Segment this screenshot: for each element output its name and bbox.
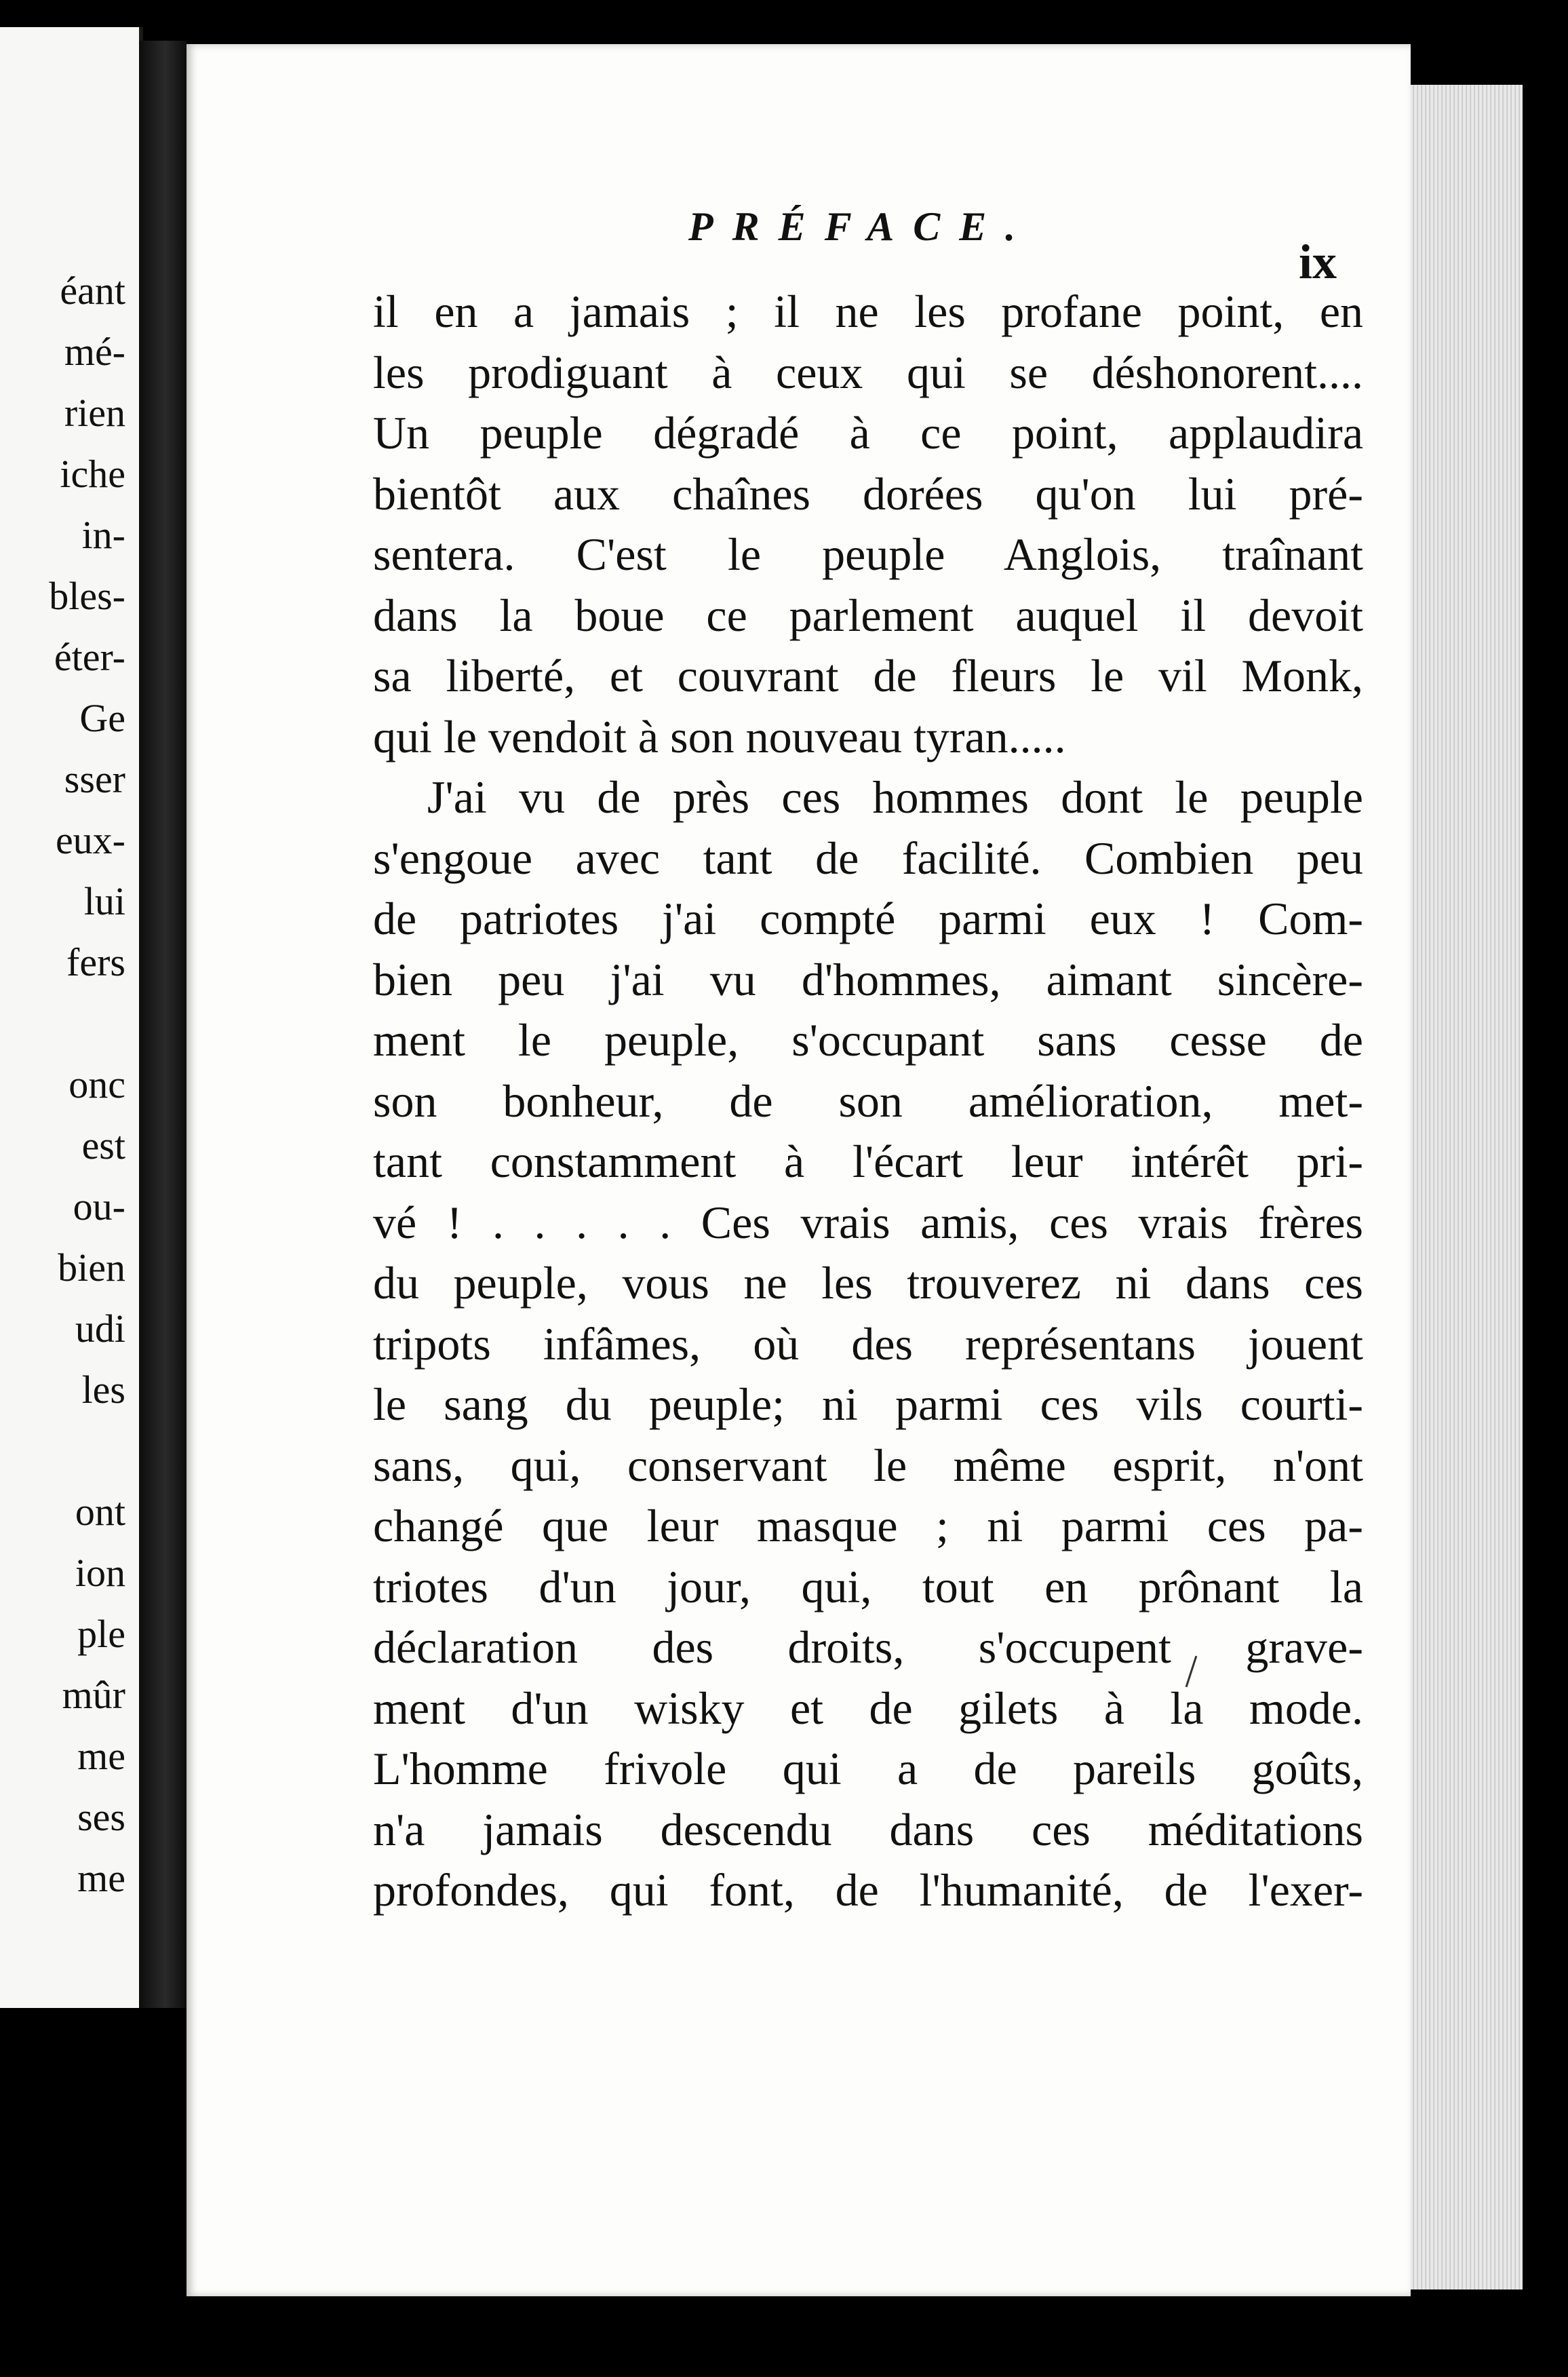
page-edge-stack [1411, 85, 1523, 2289]
text-line: profondes, qui font, de l'humanité, de l'exer- [373, 1864, 1363, 1916]
text-line: changé que leur masque ; ni parmi ces pa- [373, 1500, 1363, 1551]
page-number: ix [1299, 235, 1337, 289]
left-page-fragment: ou- [73, 1184, 125, 1229]
left-page-fragment: in- [81, 513, 125, 557]
left-page-fragment: Ge [79, 696, 125, 740]
left-page-fragment: sser [64, 757, 125, 801]
left-page-fragment: éant [60, 269, 125, 313]
left-page-fragment: udi [75, 1307, 125, 1351]
text-line: bien peu j'ai vu d'hommes, aimant sincère- [373, 953, 1363, 1005]
left-page-fragment: bles- [49, 574, 125, 618]
left-page-fragment: ion [75, 1551, 125, 1595]
text-line: il en a jamais ; il ne les profane point, en [373, 286, 1363, 337]
left-page-fragment: me [77, 1856, 125, 1900]
text-line: sans, qui, conservant le même esprit, n'ont [373, 1439, 1363, 1491]
text-line: triotes d'un jour, qui, tout en prônant la [373, 1560, 1363, 1612]
text-line: dans la boue ce parlement auquel il devoit [373, 589, 1363, 641]
text-line: qui le vendoit à son nouveau tyran..... [373, 710, 1066, 762]
left-page-fragment: éter- [54, 635, 125, 679]
text-line: n'a jamais descendu dans ces méditations [373, 1803, 1363, 1855]
left-page-fragment: lui [83, 879, 125, 923]
left-page-fragment: mûr [62, 1673, 125, 1717]
left-page-fragment: mé- [64, 330, 125, 374]
left-page-fragment: onc [68, 1062, 125, 1106]
text-line: de patriotes j'ai compté parmi eux ! Com- [373, 893, 1363, 944]
left-page-fragment: ont [75, 1490, 125, 1534]
text-line: ment d'un wisky et de gilets à la mode. [373, 1682, 1363, 1734]
running-head: PRÉFACE. [688, 204, 1035, 249]
text-line: le sang du peuple; ni parmi ces vils courti- [373, 1378, 1363, 1430]
book-gutter [139, 41, 187, 2008]
previous-page [0, 27, 143, 2008]
text-line: vé ! . . . . . Ces vrais amis, ces vrais frères [373, 1196, 1363, 1248]
text-line: les prodiguant à ceux qui se déshonorent.... [373, 346, 1363, 398]
text-line: ment le peuple, s'occupant sans cesse de [373, 1014, 1363, 1066]
body-text [373, 282, 1363, 1921]
text-line: son bonheur, de son amélioration, met- [373, 1075, 1363, 1127]
left-page-fragment: les [81, 1368, 125, 1412]
left-page-fragment: bien [58, 1245, 125, 1290]
text-line: tant constamment à l'écart leur intérêt pri- [373, 1136, 1363, 1187]
text-line: bientôt aux chaînes dorées qu'on lui pré- [373, 467, 1363, 520]
text-line: Un peuple dégradé à ce point, applaudira [373, 407, 1363, 459]
left-page-fragment: fers [66, 940, 125, 984]
left-page-fragment: eux- [55, 818, 125, 862]
paragraph-start-line: J'ai vu de près ces hommes dont le peuple [427, 771, 1363, 823]
text-line: tripots infâmes, où des représentans jouent [373, 1317, 1363, 1370]
left-page-fragment: me [77, 1734, 125, 1778]
book-page [187, 44, 1411, 2296]
text-line: déclaration des droits, s'occupent grave- [373, 1621, 1363, 1673]
left-page-fragment: ple [77, 1612, 125, 1656]
text-line: s'engoue avec tant de facilité. Combien peu [373, 832, 1363, 884]
text-line: sa liberté, et couvrant de fleurs le vil Monk, [373, 650, 1363, 701]
left-page-fragment: ses [77, 1795, 125, 1839]
left-page-fragment: iche [60, 452, 125, 496]
left-page-fragment: est [81, 1123, 125, 1167]
text-line: L'homme frivole qui a de pareils goûts, [373, 1743, 1363, 1794]
left-page-fragment: rien [64, 391, 125, 435]
text-line: sentera. C'est le peuple Anglois, traînant [373, 528, 1363, 580]
text-line: du peuple, vous ne les trouverez ni dans ces [373, 1257, 1363, 1309]
